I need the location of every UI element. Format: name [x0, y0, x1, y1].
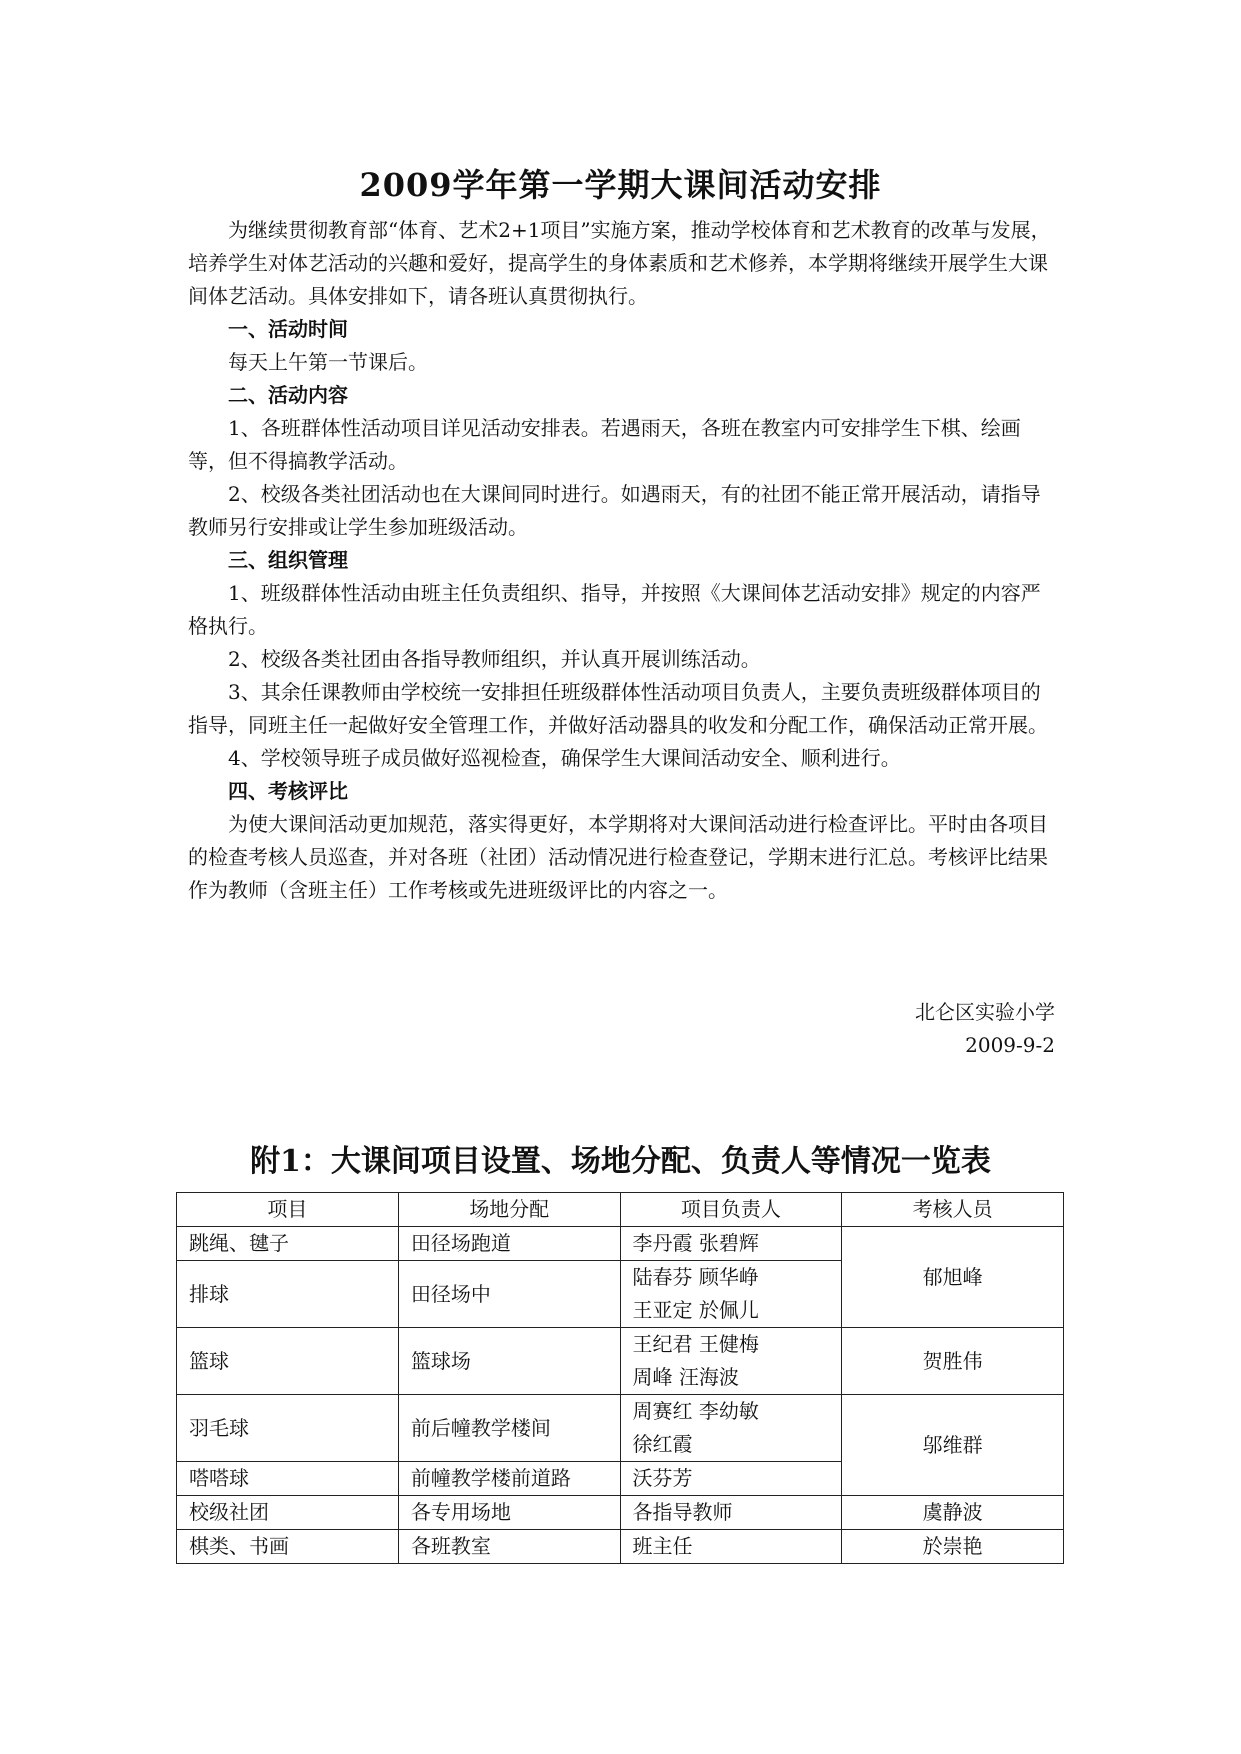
leader-line: 李丹霞 张碧辉: [632, 1231, 759, 1255]
leader-cell: [620, 1496, 842, 1530]
inspector-cell: 虞静波: [842, 1496, 1064, 1530]
column-header-venue: 场地分配: [398, 1193, 620, 1227]
venue-cell: 各班教室: [398, 1530, 620, 1564]
leader-line: 王亚定 於佩儿: [632, 1298, 759, 1322]
document-body: [188, 214, 1058, 907]
intro-paragraph: 为继续贯彻教育部“体育、艺术2+1项目”实施方案，推动学校体育和艺术教育的改革与发展，培养学生对体艺活动的兴趣和爱好，提高学生的身体素质和艺术修养，本学期将继续开展学生大课间体艺活动。具体安排如下，请各班认真贯彻执行。: [188, 218, 1051, 308]
table-row: [177, 1328, 1064, 1395]
leader-line: 沃芬芳: [632, 1466, 693, 1490]
table-row: [177, 1496, 1064, 1530]
inspector-cell: 邬维群: [842, 1395, 1064, 1496]
section-heading-management: 三、组织管理: [228, 548, 348, 572]
venue-cell: 前幢教学楼前道路: [398, 1462, 620, 1496]
column-header-inspector: 考核人员: [842, 1193, 1064, 1227]
leader-cell: [620, 1530, 842, 1564]
item-cell: 校级社团: [177, 1496, 399, 1530]
leader-line: 各指导教师: [632, 1500, 733, 1524]
table-row: [177, 1395, 1064, 1462]
leader-line: 班主任: [632, 1534, 693, 1558]
table-row: [177, 1227, 1064, 1261]
column-header-leader: 项目负责人: [620, 1193, 842, 1227]
inspector-cell: 贺胜伟: [842, 1328, 1064, 1395]
paragraph: 为使大课间活动更加规范，落实得更好，本学期将对大课间活动进行检查评比。平时由各项目的检查考核人员巡查，并对各班（社团）活动情况进行检查登记，学期末进行汇总。考核评比结果作为教师（含班主任）工作考核或先进班级评比的内容之一。: [188, 812, 1048, 902]
section-heading-time: 一、活动时间: [228, 317, 348, 341]
section-heading-content: 二、活动内容: [228, 383, 348, 407]
leader-line: 周峰 汪海波: [632, 1365, 739, 1389]
document-title: 2009学年第一学期大课间活动安排: [359, 166, 882, 204]
leader-cell: [620, 1227, 842, 1261]
inspector-cell: 於崇艳: [842, 1530, 1064, 1564]
table-header-row: [177, 1193, 1064, 1227]
venue-cell: 田径场跑道: [398, 1227, 620, 1261]
item-cell: 跳绳、毽子: [177, 1227, 399, 1261]
venue-cell: 田径场中: [398, 1261, 620, 1328]
arrangement-table: [176, 1192, 1064, 1564]
item-cell: 嗒嗒球: [177, 1462, 399, 1496]
section-heading-evaluation: 四、考核评比: [228, 779, 348, 803]
table-row: [177, 1530, 1064, 1564]
leader-line: 周赛红 李幼敏: [632, 1399, 759, 1423]
leader-cell: [620, 1328, 842, 1395]
paragraph: 每天上午第一节课后。: [228, 350, 428, 374]
paragraph: 1、各班群体性活动项目详见活动安排表。若遇雨天，各班在教室内可安排学生下棋、绘画等，但不得搞教学活动。: [188, 416, 1021, 473]
document-date: 2009-9-2: [965, 1033, 1055, 1057]
inspector-cell: 郁旭峰: [842, 1227, 1064, 1328]
leader-cell: [620, 1261, 842, 1328]
leader-cell: [620, 1395, 842, 1462]
signer-name: 北仑区实验小学: [915, 1000, 1055, 1024]
venue-cell: 各专用场地: [398, 1496, 620, 1530]
leader-cell: [620, 1462, 842, 1496]
column-header-item: 项目: [177, 1193, 399, 1227]
item-cell: 篮球: [177, 1328, 399, 1395]
leader-line: 陆春芬 顾华峥: [632, 1265, 759, 1289]
leader-line: 王纪君 王健梅: [632, 1332, 759, 1356]
item-cell: 棋类、书画: [177, 1530, 399, 1564]
paragraph: 2、校级各类社团活动也在大课间同时进行。如遇雨天，有的社团不能正常开展活动，请指导教师另行安排或让学生参加班级活动。: [188, 482, 1041, 539]
item-cell: 羽毛球: [177, 1395, 399, 1462]
item-cell: 排球: [177, 1261, 399, 1328]
paragraph: 1、班级群体性活动由班主任负责组织、指导，并按照《大课间体艺活动安排》规定的内容严格执行。: [188, 581, 1041, 638]
paragraph: 3、其余任课教师由学校统一安排担任班级群体性活动项目负责人，主要负责班级群体项目的指导，同班主任一起做好安全管理工作，并做好活动器具的收发和分配工作，确保活动正常开展。: [188, 680, 1048, 737]
attachment-title: 附1：大课间项目设置、场地分配、负责人等情况一览表: [250, 1144, 991, 1179]
signature-block: [915, 996, 1055, 1062]
venue-cell: 篮球场: [398, 1328, 620, 1395]
leader-line: 徐红霞: [632, 1432, 693, 1456]
venue-cell: 前后幢教学楼间: [398, 1395, 620, 1462]
paragraph: 2、校级各类社团由各指导教师组织，并认真开展训练活动。: [228, 647, 761, 671]
paragraph: 4、学校领导班子成员做好巡视检查，确保学生大课间活动安全、顺利进行。: [228, 746, 901, 770]
